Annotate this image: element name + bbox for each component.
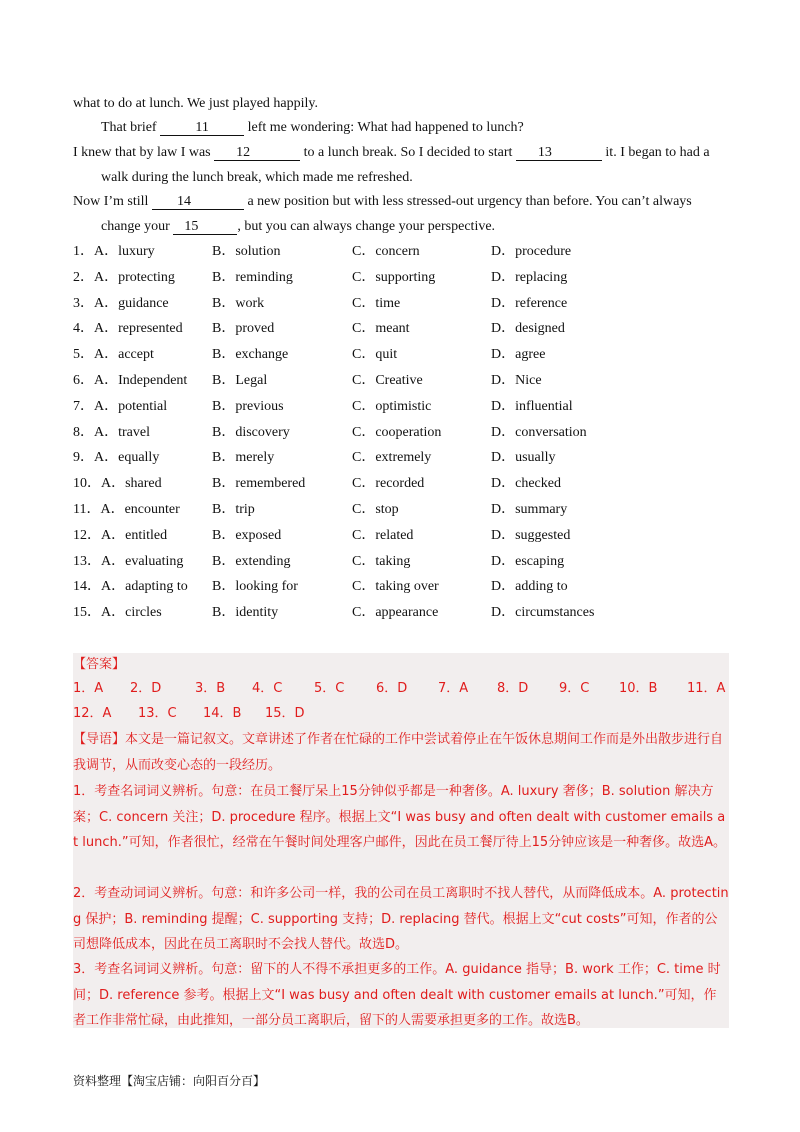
option-a: 8．A．travel xyxy=(73,424,150,440)
footer-note: 资料整理【淘宝店铺：向阳百分百】 xyxy=(73,1074,266,1088)
option-c: C．cooperation xyxy=(352,424,442,440)
option-d: D．agree xyxy=(491,347,546,363)
answer-item: 10．B xyxy=(619,681,658,696)
answer-item: 14．B xyxy=(203,706,242,721)
option-row xyxy=(73,576,729,602)
answer-item: 12．A xyxy=(73,706,112,721)
option-row xyxy=(73,370,729,396)
text: it. I began to had a walk during the lunch break, which made me refreshed. xyxy=(101,145,710,185)
option-a: 9．A．equally xyxy=(73,450,160,466)
option-b: B．remembered xyxy=(212,476,306,492)
option-c: C．time xyxy=(352,295,401,311)
option-a: 14．A．adapting to xyxy=(73,579,188,595)
option-d: D．escaping xyxy=(491,553,565,569)
answer-item: 5．C xyxy=(314,681,345,696)
passage-paragraph-3 xyxy=(73,141,729,190)
option-c: C．recorded xyxy=(352,476,425,492)
option-row xyxy=(73,473,729,499)
option-a: 3．A．guidance xyxy=(73,295,169,311)
option-d: D．reference xyxy=(491,295,568,311)
answer-item: 8．D xyxy=(497,681,529,696)
answer-row-2 xyxy=(73,702,729,726)
option-b: B．reminding xyxy=(212,269,293,285)
option-row xyxy=(73,241,729,267)
option-b: B．proved xyxy=(212,321,275,337)
option-c: C．meant xyxy=(352,321,410,337)
option-row xyxy=(73,396,729,422)
blank-12: 12 xyxy=(214,145,300,161)
option-d: D．procedure xyxy=(491,244,572,259)
answer-explanation-3: 3．考查名词词义辨析。句意：留下的人不得不承担更多的工作。A. guidance 指导；B. work 工作；C. time 时间；D. reference 参考。根据上文“I was busy and often dealt with customer emails at lunch.”可知，作者工作非常忙碌，由此推知，一部分员工离职后，留下的人需要承担更多的工作。故选B。 xyxy=(73,962,721,1028)
option-d: D．designed xyxy=(491,321,565,337)
answer-item: 11．A xyxy=(687,681,726,696)
option-b: B．previous xyxy=(212,398,284,414)
option-c: C．appearance xyxy=(352,605,439,621)
option-c: C．quit xyxy=(352,347,398,363)
option-row xyxy=(73,267,729,293)
option-a: 15．A．circles xyxy=(73,605,162,621)
blank-13: 13 xyxy=(516,145,602,161)
option-c: C．taking xyxy=(352,553,411,569)
option-a: 12．A．entitled xyxy=(73,527,168,543)
answer-item: 2．D xyxy=(130,681,162,696)
answer-item: 4．C xyxy=(252,681,283,696)
blank-15: 15 xyxy=(173,219,237,235)
text: Now I’m still xyxy=(73,194,152,209)
passage-line-1: what to do at lunch. We just played happily. xyxy=(73,96,318,111)
option-b: B．work xyxy=(212,295,265,311)
option-a: 11．A．encounter xyxy=(73,501,180,517)
option-c: C．concern xyxy=(352,244,420,259)
text: I knew that by law I was xyxy=(73,145,215,160)
passage-paragraph-4 xyxy=(73,190,729,239)
text: left me wondering: What had happened to lunch? xyxy=(244,120,524,135)
option-row xyxy=(73,602,729,628)
option-a: 4．A．represented xyxy=(73,321,183,337)
option-row xyxy=(73,447,729,473)
text: a new position but with less stressed-out urgency than before. You can’t always change your xyxy=(101,194,692,234)
option-d: D．suggested xyxy=(491,527,571,543)
option-d: D．conversation xyxy=(491,424,587,440)
option-b: B．Legal xyxy=(212,372,268,388)
option-b: B．discovery xyxy=(212,424,290,440)
option-b: B．trip xyxy=(212,501,255,517)
answer-item: 13．C xyxy=(138,706,177,721)
answer-explanation-1: 1．考查名词词义辨析。句意：在员工餐厅呆上15分钟似乎都是一种奢侈。A. luxury 奢侈；B. solution 解决方案；C. concern 关注；D. procedure 程序。根据上文“I was busy and often dealt with customer emails at lunch.”可知，作者很忙，经常在午餐时间处理客户邮件，因此在员工餐厅待上15分钟应该是一种奢侈。故选A。 xyxy=(73,784,727,850)
option-b: B．looking for xyxy=(212,579,298,595)
option-d: D．checked xyxy=(491,476,561,492)
option-b: B．solution xyxy=(212,244,281,259)
option-a: 13．A．evaluating xyxy=(73,553,184,569)
option-d: D．adding to xyxy=(491,579,568,595)
option-b: B．identity xyxy=(212,605,279,621)
option-c: C．optimistic xyxy=(352,398,432,414)
answer-guide: 【导语】本文是一篇记叙文。文章讲述了作者在忙碌的工作中尝试着停止在午饭休息期间工作而是外出散步进行自我调节，从而改变心态的一段经历。 xyxy=(73,732,724,773)
option-d: D．circumstances xyxy=(491,605,595,621)
option-b: B．exposed xyxy=(212,527,282,543)
option-row xyxy=(73,525,729,551)
answer-heading: 【答案】 xyxy=(73,657,126,672)
option-a: 10．A．shared xyxy=(73,476,162,492)
options-list xyxy=(73,241,729,628)
option-b: B．extending xyxy=(212,553,291,569)
answer-item: 6．D xyxy=(376,681,408,696)
option-b: B．exchange xyxy=(212,347,289,363)
option-c: C．supporting xyxy=(352,269,436,285)
option-c: C．Creative xyxy=(352,372,423,388)
blank-14: 14 xyxy=(152,194,244,210)
option-row xyxy=(73,344,729,370)
option-c: C．stop xyxy=(352,501,399,517)
passage-paragraph-2 xyxy=(101,116,524,141)
answer-item: 9．C xyxy=(559,681,590,696)
option-row xyxy=(73,422,729,448)
option-d: D．replacing xyxy=(491,269,568,285)
option-a: 5．A．accept xyxy=(73,347,154,363)
option-c: C．taking over xyxy=(352,579,439,595)
answer-explanation-2: 2．考查动词词义辨析。句意：和许多公司一样，我的公司在员工离职时不找人替代，从而降低成本。A. protecting 保护；B. reminding 提醒；C. supporting 支持；D. replacing 替代。根据上文“cut costs”可知，作者的公司想降低成本，因此在员工离职时不会找人替代。故选D。 xyxy=(73,886,729,952)
answer-item: 15．D xyxy=(265,706,305,721)
option-row xyxy=(73,293,729,319)
text: , but you can always change your perspective. xyxy=(237,218,496,234)
option-a: 6．A．Independent xyxy=(73,372,188,388)
option-row xyxy=(73,499,729,525)
text: to a lunch break. So I decided to start xyxy=(300,145,516,160)
option-d: D．Nice xyxy=(491,372,542,388)
answer-row-1 xyxy=(73,677,729,701)
text: That brief xyxy=(101,120,161,135)
option-a: 2．A．protecting xyxy=(73,269,175,285)
answer-item: 3．B xyxy=(195,681,226,696)
option-row xyxy=(73,551,729,577)
answer-item: 1．A xyxy=(73,681,104,696)
answer-item: 7．A xyxy=(438,681,469,696)
option-a: 7．A．potential xyxy=(73,398,168,414)
option-d: D．influential xyxy=(491,398,573,414)
option-row xyxy=(73,318,729,344)
option-d: D．summary xyxy=(491,501,568,517)
option-c: C．related xyxy=(352,527,414,543)
option-d: D．usually xyxy=(491,450,556,466)
option-b: B．merely xyxy=(212,450,275,466)
blank-11: 11 xyxy=(160,120,244,136)
option-c: C．extremely xyxy=(352,450,432,466)
option-a: 1．A．luxury xyxy=(73,244,155,259)
